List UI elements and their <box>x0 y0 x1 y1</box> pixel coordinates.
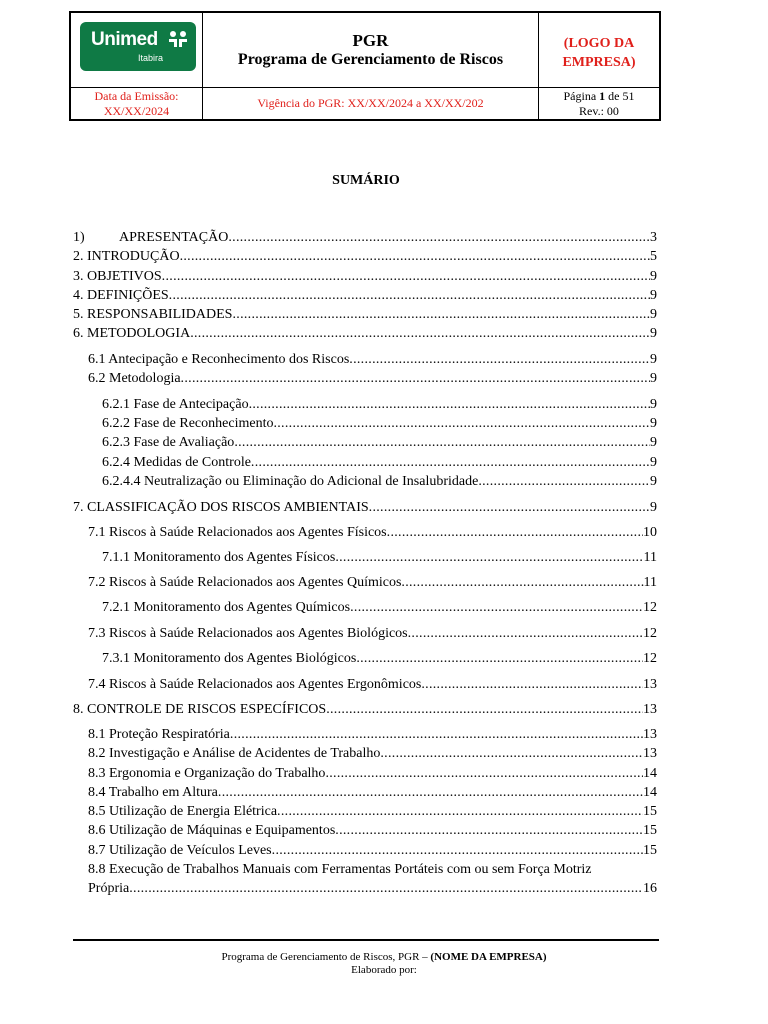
page-info-cell <box>539 88 659 119</box>
toc-entry[interactable]: 8.2 Investigação e Análise de Acidentes de Trabalho ..... 13 <box>88 745 657 762</box>
toc-entry[interactable]: 5. RESPONSABILIDADES ..... 9 <box>73 306 657 323</box>
toc-entry[interactable]: 6.2 Metodologia ..... 9 <box>88 370 657 387</box>
page-counter: Página 1 de 51 <box>563 88 635 103</box>
toc-entry[interactable]: Própria ..... 16 <box>88 880 657 897</box>
toc-entry[interactable]: 7.2 Riscos à Saúde Relacionados aos Agentes Químicos ..... 11 <box>88 574 657 591</box>
toc-entry[interactable]: 7.3.1 Monitoramento dos Agentes Biológicos ..... 12 <box>102 650 657 667</box>
toc-entry[interactable]: 6.2.4 Medidas de Controle ..... 9 <box>102 454 657 471</box>
emission-label: Data da Emissão: <box>94 88 179 103</box>
toc-entry[interactable]: 3. OBJETIVOS ..... 9 <box>73 268 657 285</box>
revision: Rev.: 00 <box>579 103 619 118</box>
toc-entry[interactable]: 1) APRESENTAÇÃO ..... 3 <box>73 229 657 246</box>
logo-city: Itabira <box>138 53 164 63</box>
validity-text: Vigência do PGR: XX/XX/2024 a XX/XX/202 <box>257 96 484 110</box>
toc-entry[interactable]: 4. DEFINIÇÕES ..... 9 <box>73 287 657 304</box>
toc-entry[interactable]: 8.1 Proteção Respiratória ..... 13 <box>88 726 657 743</box>
toc-entry-wrapped-line[interactable]: 8.8 Execução de Trabalhos Manuais com Ferramentas Portáteis com ou sem Força Motriz <box>88 862 592 877</box>
toc-entry[interactable]: 8.7 Utilização de Veículos Leves ..... 15 <box>88 842 657 859</box>
toc-entry[interactable]: 8.6 Utilização de Máquinas e Equipamentos ..... 15 <box>88 822 657 839</box>
toc-entry[interactable]: 7.1.1 Monitoramento dos Agentes Físicos ..... 11 <box>102 549 657 566</box>
document-header-table <box>69 11 661 121</box>
toc-entry[interactable]: 6.1 Antecipação e Reconhecimento dos Riscos ..... 9 <box>88 351 657 368</box>
emission-date-cell <box>71 88 202 119</box>
logo-wordmark: Unimed <box>91 29 158 50</box>
unimed-logo <box>80 22 196 71</box>
toc-entry[interactable]: 7. CLASSIFICAÇÃO DOS RISCOS AMBIENTAIS ..... 9 <box>73 499 657 516</box>
toc-entry[interactable]: 8.4 Trabalho em Altura ..... 14 <box>88 784 657 801</box>
footer-line-2: Elaborado por: <box>351 964 417 976</box>
header-title-cell <box>203 13 538 87</box>
toc-entry[interactable]: 8.5 Utilização de Energia Elétrica ..... 15 <box>88 803 657 820</box>
footer-line-1: Programa de Gerenciamento de Riscos, PGR – (NOME DA EMPRESA) <box>221 951 547 963</box>
unimed-symbol-icon <box>168 30 188 48</box>
toc-entry[interactable]: 8. CONTROLE DE RISCOS ESPECÍFICOS ..... 13 <box>73 701 657 718</box>
toc-entry[interactable]: 8.3 Ergonomia e Organização do Trabalho ..... 14 <box>88 765 657 782</box>
toc-entry[interactable]: 7.4 Riscos à Saúde Relacionados aos Agentes Ergonômicos ..... 13 <box>88 676 657 693</box>
toc-entry[interactable]: 6.2.4.4 Neutralização ou Eliminação do Adicional de Insalubridade ..... 9 <box>102 473 657 490</box>
toc-entry[interactable]: 6.2.2 Fase de Reconhecimento ..... 9 <box>102 415 657 432</box>
toc-entry[interactable]: 7.2.1 Monitoramento dos Agentes Químicos ..... 12 <box>102 599 657 616</box>
footer-rule <box>73 939 659 941</box>
toc-entry[interactable]: 7.3 Riscos à Saúde Relacionados aos Agentes Biológicos ..... 12 <box>88 625 657 642</box>
summary-title: SUMÁRIO <box>332 173 400 188</box>
toc-entry[interactable]: 6. METODOLOGIA ..... 9 <box>73 325 657 342</box>
doc-title: Programa de Gerenciamento de Riscos <box>237 51 504 68</box>
toc-entry[interactable]: 6.2.1 Fase de Antecipação ..... 9 <box>102 396 657 413</box>
emission-value: XX/XX/2024 <box>103 103 170 118</box>
toc-entry[interactable]: 7.1 Riscos à Saúde Relacionados aos Agentes Físicos ..... 10 <box>88 524 657 541</box>
company-logo-placeholder: (LOGO DA EMPRESA) <box>562 36 636 70</box>
doc-acronym: PGR <box>352 31 389 50</box>
toc-entry[interactable]: 2. INTRODUÇÃO ..... 5 <box>73 248 657 265</box>
toc-entry[interactable]: 6.2.3 Fase de Avaliação ..... 9 <box>102 434 657 451</box>
validity-cell <box>203 88 538 119</box>
